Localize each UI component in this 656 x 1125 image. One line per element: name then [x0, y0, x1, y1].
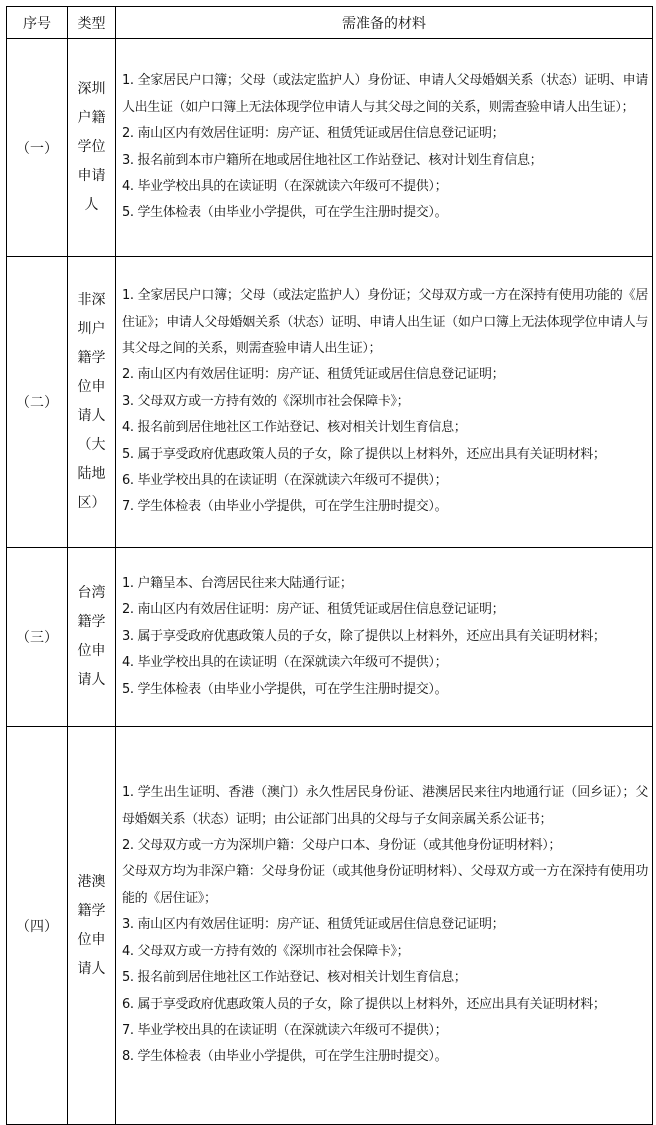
material-item: 1. 户籍呈本、台湾居民往来大陆通行证； — [122, 575, 353, 591]
material-item: 5. 学生体检表（由毕业小学提供，可在学生注册时提交）。 — [122, 205, 448, 221]
material-item: 7. 毕业学校出具的在读证明（在深就读六年级可不提供）； — [122, 1022, 448, 1038]
material-item: 8. 学生体检表（由毕业小学提供，可在学生注册时提交）。 — [122, 1049, 448, 1065]
material-item: 4. 毕业学校出具的在读证明（在深就读六年级可不提供）； — [122, 178, 448, 194]
material-item: 1. 全家居民户口簿；父母（或法定监护人）身份证；父母双方或一方在深持有使用功能的《居住证》；申请人父母婚姻关系（状态）证明、申请人出生证（如户口簿上无法体现学位申请人与其父母之间的关系，则需查验申请人出生证）； — [122, 288, 648, 356]
material-item: 2. 南山区内有效居住证明：房产证、租赁凭证或居住信息登记证明； — [122, 126, 505, 142]
row-seq: （四） — [7, 727, 68, 1125]
header-materials: 需准备的材料 — [116, 7, 653, 39]
materials-table — [6, 6, 653, 1125]
material-item: 1. 学生出生证明、香港（澳门）永久性居民身份证、港澳居民来往内地通行证（回乡证）；父母婚姻关系（状态）证明；由公证部门出具的父母与子女间亲属关系公证书； — [122, 785, 648, 827]
row-seq: （三） — [7, 548, 68, 727]
header-seq: 序号 — [7, 7, 68, 39]
table-row — [7, 257, 653, 548]
material-item: 3. 属于享受政府优惠政策人员的子女，除了提供以上材料外，还应出具有关证明材料； — [122, 628, 606, 644]
material-item: 父母双方均为非深户籍：父母身份证（或其他身份证明材料）、父母双方或一方在深持有使用功能的《居住证》； — [122, 864, 648, 906]
row-type — [68, 548, 116, 727]
row-type-label: 港澳籍学位申请人 — [77, 873, 106, 977]
row-materials — [116, 727, 653, 1125]
table-row — [7, 39, 653, 257]
row-type-label: 深圳户籍学位申请人 — [77, 81, 106, 213]
material-item: 3. 报名前到本市户籍所在地或居住地社区工作站登记、核对计划生育信息； — [122, 152, 543, 168]
material-item: 6. 属于享受政府优惠政策人员的子女，除了提供以上材料外，还应出具有关证明材料； — [122, 996, 606, 1012]
row-type-label: 台湾籍学位申请人 — [77, 585, 106, 688]
material-item: 4. 父母双方或一方持有效的《深圳市社会保障卡》； — [122, 943, 410, 959]
row-type — [68, 257, 116, 548]
material-item: 3. 父母双方或一方持有效的《深圳市社会保障卡》； — [122, 393, 410, 409]
material-item: 6. 毕业学校出具的在读证明（在深就读六年级可不提供）； — [122, 473, 448, 489]
material-item: 5. 属于享受政府优惠政策人员的子女，除了提供以上材料外，还应出具有关证明材料； — [122, 446, 606, 462]
material-item: 4. 报名前到居住地社区工作站登记、核对相关计划生育信息； — [122, 420, 467, 436]
row-type-label: 非深圳户籍学位申请人（大陆地区） — [77, 292, 106, 511]
header-row — [7, 7, 653, 39]
material-item: 7. 学生体检表（由毕业小学提供，可在学生注册时提交）。 — [122, 499, 448, 515]
row-materials — [116, 257, 653, 548]
row-seq: （二） — [7, 257, 68, 548]
row-materials — [116, 39, 653, 257]
material-item: 3. 南山区内有效居住证明：房产证、租赁凭证或居住信息登记证明； — [122, 917, 505, 933]
row-materials — [116, 548, 653, 727]
material-item: 1. 全家居民户口簿；父母（或法定监护人）身份证、申请人父母婚姻关系（状态）证明、申请人出生证（如户口簿上无法体现学位申请人与其父母之间的关系，则需查验申请人出生证）； — [122, 73, 648, 115]
row-type — [68, 727, 116, 1125]
material-item: 5. 学生体检表（由毕业小学提供，可在学生注册时提交）。 — [122, 681, 448, 697]
material-item: 4. 毕业学校出具的在读证明（在深就读六年级可不提供）； — [122, 655, 448, 671]
material-item: 5. 报名前到居住地社区工作站登记、核对相关计划生育信息； — [122, 970, 467, 986]
material-item: 2. 南山区内有效居住证明：房产证、租赁凭证或居住信息登记证明； — [122, 367, 505, 383]
material-item: 2. 父母双方或一方为深圳户籍：父母户口本、身份证（或其他身份证明材料）； — [122, 838, 562, 854]
table-row — [7, 548, 653, 727]
row-type — [68, 39, 116, 257]
table-row — [7, 727, 653, 1125]
material-item: 2. 南山区内有效居住证明：房产证、租赁凭证或居住信息登记证明； — [122, 602, 505, 618]
header-type: 类型 — [68, 7, 116, 39]
row-seq: （一） — [7, 39, 68, 257]
